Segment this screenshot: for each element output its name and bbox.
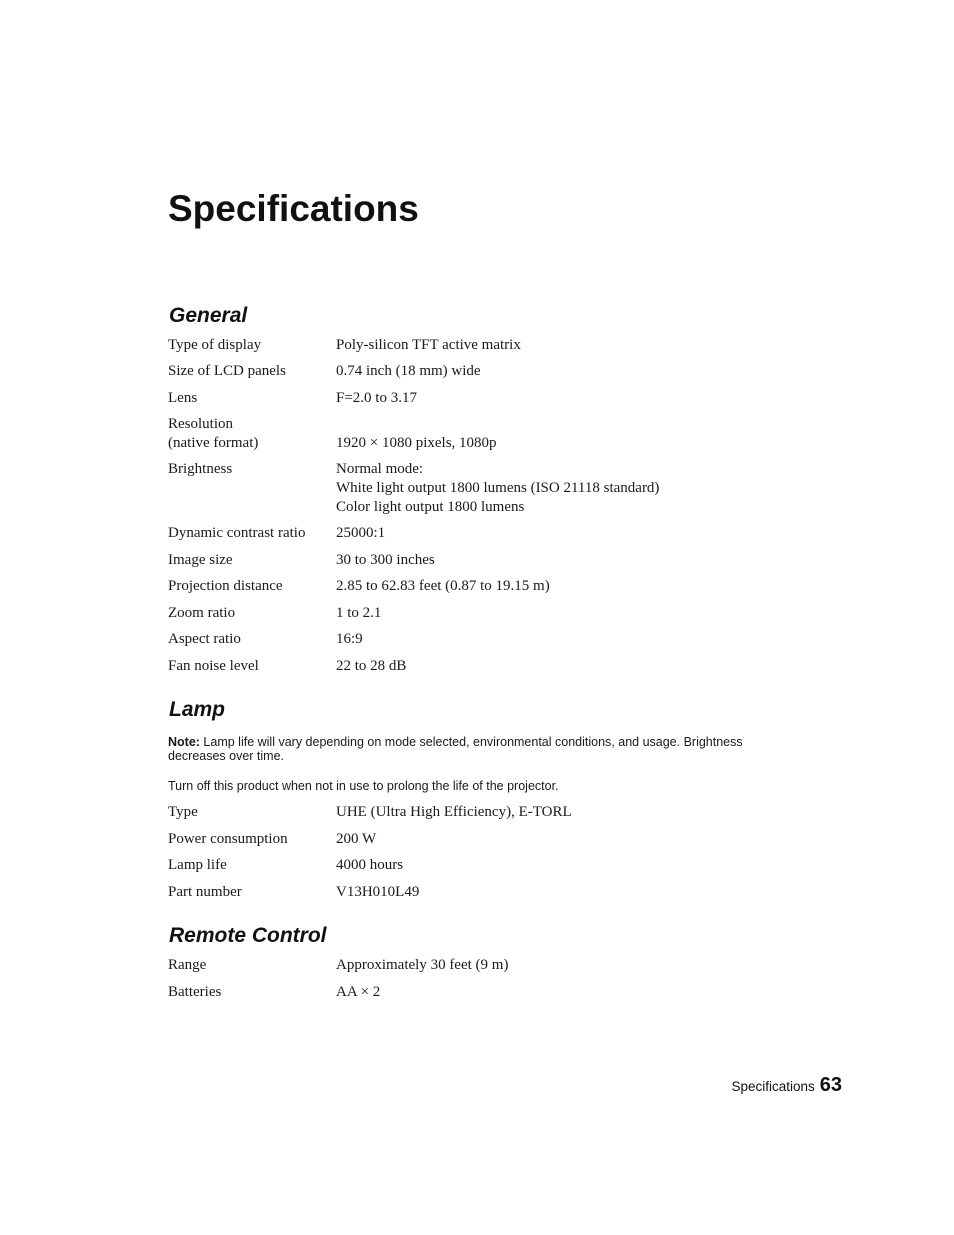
spec-value: 1920 × 1080 pixels, 1080p (336, 435, 497, 451)
spec-value: 25000:1 (336, 525, 386, 541)
spec-value: Poly-silicon TFT active matrix (336, 337, 521, 353)
spec-label: Type (168, 804, 198, 820)
spec-value: 200 W (336, 831, 377, 847)
spec-value: 22 to 28 dB (336, 658, 407, 674)
page-footer (731, 1074, 842, 1097)
lamp-note (168, 735, 748, 763)
footer-section-name: Specifications (731, 1079, 815, 1094)
spec-value: 1 to 2.1 (336, 605, 382, 621)
spec-label: Range (168, 957, 207, 973)
spec-label: Zoom ratio (168, 605, 236, 621)
spec-label: Power consumption (168, 831, 288, 847)
spec-label: Lens (168, 390, 198, 406)
spec-label: Brightness (168, 461, 233, 477)
lamp-tip: Turn off this product when not in use to prolong the life of the projector. (168, 779, 559, 793)
spec-value: 2.85 to 62.83 feet (0.87 to 19.15 m) (336, 578, 550, 594)
spec-value: 16:9 (336, 631, 363, 647)
note-text: Lamp life will vary depending on mode selected, environmental conditions, and usage. Brightness decreases over time. (168, 735, 743, 763)
spec-label: Lamp life (168, 857, 227, 873)
section-heading-remote-control: Remote Control (169, 924, 327, 947)
spec-label: Size of LCD panels (168, 363, 286, 379)
spec-value: Approximately 30 feet (9 m) (336, 957, 509, 973)
spec-value: 4000 hours (336, 857, 404, 873)
spec-value: AA × 2 (336, 984, 381, 1000)
spec-label: Type of display (168, 337, 262, 353)
spec-label: Fan noise level (168, 658, 259, 674)
spec-value: 30 to 300 inches (336, 552, 435, 568)
spec-label: Image size (168, 552, 233, 568)
spec-label: Resolution (native format) (168, 416, 259, 451)
spec-label: Projection distance (168, 578, 283, 594)
spec-value: UHE (Ultra High Efficiency), E-TORL (336, 804, 572, 820)
page-title: Specifications (168, 188, 419, 229)
spec-label: Part number (168, 884, 242, 900)
note-label: Note: (168, 735, 200, 749)
spec-label: Batteries (168, 984, 222, 1000)
spec-label: Dynamic contrast ratio (168, 525, 306, 541)
page-number: 63 (819, 1074, 842, 1096)
spec-value: 0.74 inch (18 mm) wide (336, 363, 481, 379)
section-heading-general: General (169, 304, 248, 327)
spec-value: F=2.0 to 3.17 (336, 390, 417, 406)
spec-value: Normal mode: White light output 1800 lumens (ISO 21118 standard) Color light output 1800 lumens (336, 461, 660, 515)
spec-value: V13H010L49 (336, 884, 420, 900)
spec-label: Aspect ratio (168, 631, 241, 647)
section-heading-lamp: Lamp (169, 698, 226, 721)
